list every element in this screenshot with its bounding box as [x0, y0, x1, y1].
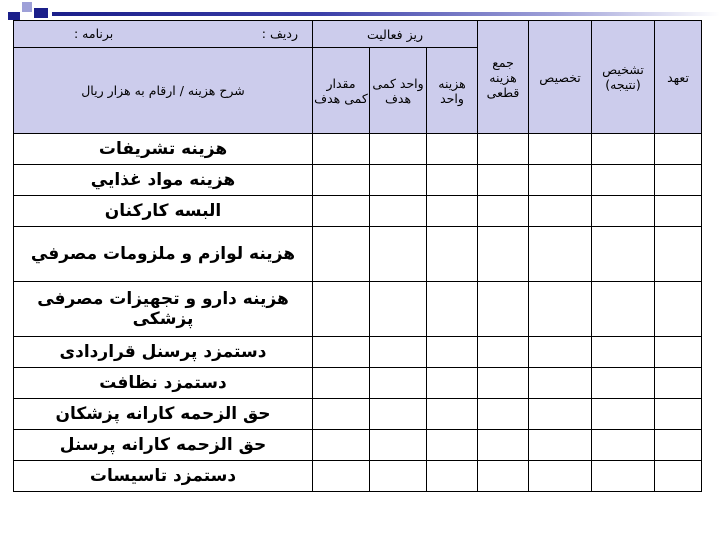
table-row: [14, 196, 702, 227]
cell-allocation[interactable]: [529, 165, 592, 196]
cell-diagnosis[interactable]: [592, 399, 655, 430]
header-unit-cost: هزینه واحد: [427, 48, 478, 134]
cell-unit-cost[interactable]: [427, 196, 478, 227]
header-sub-activity: ریز فعالیت: [313, 21, 478, 48]
cell-commitment[interactable]: [655, 368, 702, 399]
cell-diagnosis[interactable]: [592, 134, 655, 165]
table-row: [14, 227, 702, 282]
cell-diagnosis[interactable]: [592, 337, 655, 368]
cell-quantity[interactable]: [313, 461, 370, 492]
cell-quantity[interactable]: [313, 282, 370, 337]
cell-unit-cost[interactable]: [427, 461, 478, 492]
header-description: شرح هزینه / ارقام به هزار ریال: [14, 48, 313, 134]
cell-allocation[interactable]: [529, 282, 592, 337]
cell-unit-cost[interactable]: [427, 227, 478, 282]
cell-quantity[interactable]: [313, 196, 370, 227]
decor-square: [8, 12, 20, 20]
header-total-cost: جمع هزینه قطعی: [478, 21, 529, 134]
cell-allocation[interactable]: [529, 461, 592, 492]
cell-total-cost[interactable]: [478, 368, 529, 399]
table-row: [14, 430, 702, 461]
cell-unit-target[interactable]: [370, 337, 427, 368]
header-unit-target: واحد کمی هدف: [370, 48, 427, 134]
table-row: [14, 282, 702, 337]
cell-allocation[interactable]: [529, 337, 592, 368]
cell-unit-target[interactable]: [370, 227, 427, 282]
row-label: البسه كاركنان: [14, 196, 313, 227]
decor-square: [34, 8, 48, 18]
cell-allocation[interactable]: [529, 430, 592, 461]
row-label: هزینه مواد غذايي: [14, 165, 313, 196]
cell-unit-target[interactable]: [370, 282, 427, 337]
decor-line: [52, 12, 720, 16]
cell-diagnosis[interactable]: [592, 430, 655, 461]
cell-quantity[interactable]: [313, 430, 370, 461]
cell-unit-cost[interactable]: [427, 165, 478, 196]
cell-diagnosis[interactable]: [592, 196, 655, 227]
cell-commitment[interactable]: [655, 337, 702, 368]
cell-total-cost[interactable]: [478, 165, 529, 196]
header-commitment: تعهد: [655, 21, 702, 134]
cell-total-cost[interactable]: [478, 134, 529, 165]
cell-unit-target[interactable]: [370, 368, 427, 399]
cell-diagnosis[interactable]: [592, 227, 655, 282]
row-label: دستمزد پرسنل قراردادی: [14, 337, 313, 368]
budget-table: [13, 20, 702, 492]
cell-diagnosis[interactable]: [592, 368, 655, 399]
table-row: [14, 337, 702, 368]
slide-header-decoration: [0, 0, 720, 20]
cell-diagnosis[interactable]: [592, 165, 655, 196]
cell-commitment[interactable]: [655, 196, 702, 227]
decor-square: [22, 2, 32, 12]
row-label: حق الزحمه کارانه پزشکان: [14, 399, 313, 430]
cell-diagnosis[interactable]: [592, 461, 655, 492]
cell-unit-target[interactable]: [370, 196, 427, 227]
table-row: [14, 461, 702, 492]
cell-commitment[interactable]: [655, 430, 702, 461]
cell-unit-target[interactable]: [370, 399, 427, 430]
cell-quantity[interactable]: [313, 165, 370, 196]
cell-total-cost[interactable]: [478, 399, 529, 430]
program-label: برنامه :: [74, 26, 114, 41]
cell-unit-target[interactable]: [370, 430, 427, 461]
row-label: حق الزحمه کارانه پرسنل: [14, 430, 313, 461]
cell-quantity[interactable]: [313, 368, 370, 399]
header-program-row: [14, 21, 313, 48]
cell-allocation[interactable]: [529, 196, 592, 227]
cell-commitment[interactable]: [655, 134, 702, 165]
table-row: [14, 134, 702, 165]
cell-unit-cost[interactable]: [427, 430, 478, 461]
cell-allocation[interactable]: [529, 399, 592, 430]
header-allocation: تخصیص: [529, 21, 592, 134]
row-label: هزینه لوازم و ملزومات مصرفي: [14, 227, 313, 282]
table-row: [14, 165, 702, 196]
table-row: [14, 399, 702, 430]
cell-quantity[interactable]: [313, 227, 370, 282]
cell-unit-target[interactable]: [370, 165, 427, 196]
cell-total-cost[interactable]: [478, 337, 529, 368]
cell-allocation[interactable]: [529, 368, 592, 399]
table-row: [14, 368, 702, 399]
cell-commitment[interactable]: [655, 461, 702, 492]
cell-unit-target[interactable]: [370, 461, 427, 492]
cell-unit-cost[interactable]: [427, 134, 478, 165]
row-label: دستمزد تاسیسات: [14, 461, 313, 492]
cell-total-cost[interactable]: [478, 196, 529, 227]
cell-unit-cost[interactable]: [427, 399, 478, 430]
cell-commitment[interactable]: [655, 399, 702, 430]
cell-quantity[interactable]: [313, 337, 370, 368]
header-quantity: مقدار کمی هدف: [313, 48, 370, 134]
cell-diagnosis[interactable]: [592, 282, 655, 337]
cell-total-cost[interactable]: [478, 282, 529, 337]
cell-commitment[interactable]: [655, 227, 702, 282]
cell-unit-cost[interactable]: [427, 337, 478, 368]
cell-unit-cost[interactable]: [427, 282, 478, 337]
cell-total-cost[interactable]: [478, 227, 529, 282]
cell-allocation[interactable]: [529, 227, 592, 282]
header-diagnosis: تشخیص (نتیجه): [592, 21, 655, 134]
cell-allocation[interactable]: [529, 134, 592, 165]
cell-quantity[interactable]: [313, 134, 370, 165]
cell-quantity[interactable]: [313, 399, 370, 430]
row-label: هزینه دارو و تجهیزات مصرفی پزشکی: [14, 282, 313, 337]
row-label: دستمزد نظافت: [14, 368, 313, 399]
cell-unit-cost[interactable]: [427, 368, 478, 399]
cell-unit-target[interactable]: [370, 134, 427, 165]
cell-commitment[interactable]: [655, 282, 702, 337]
cell-total-cost[interactable]: [478, 461, 529, 492]
row-number-label: ردیف :: [261, 26, 298, 41]
row-label: هزینه تشریفات: [14, 134, 313, 165]
cell-total-cost[interactable]: [478, 430, 529, 461]
cell-commitment[interactable]: [655, 165, 702, 196]
